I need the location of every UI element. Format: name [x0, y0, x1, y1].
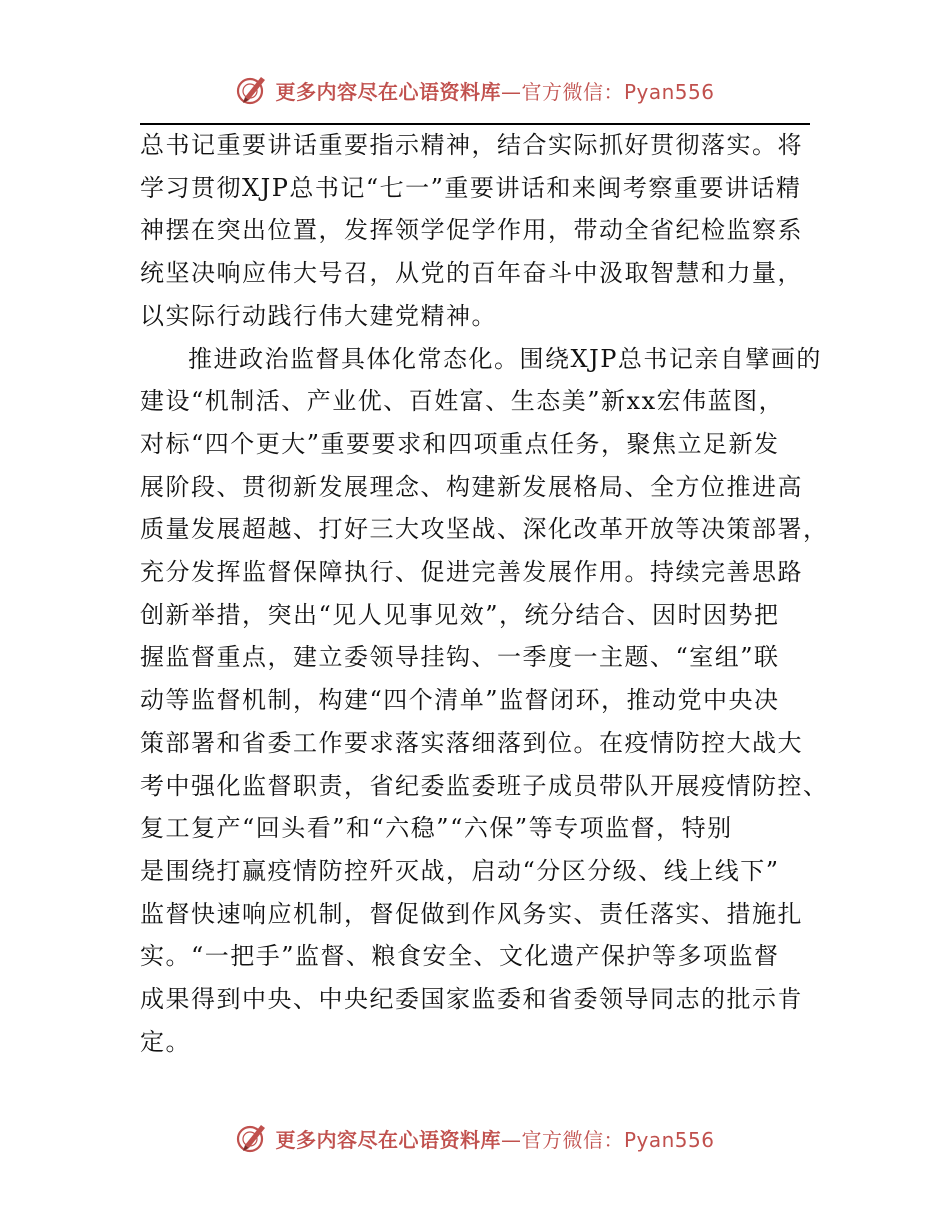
text-line: 握监督重点，建立委领导挂钩、一季度一主题、“室组”联: [140, 643, 780, 672]
text-line: 学习贯彻XJP总书记“七一”重要讲话和来闽考察重要讲话精: [140, 173, 802, 202]
text-line: 复工复产“回头看”和“六稳”“六保”等专项监督，特别: [140, 814, 733, 843]
header-watermark-tail: 官方微信：Pyan556: [521, 79, 715, 104]
text-line: 总书记重要讲话重要指示精神，结合实际抓好贯彻落实。将: [140, 131, 803, 159]
footer-watermark-banner: [0, 1118, 950, 1158]
paragraph-2: [140, 338, 829, 1064]
text-line: 动等监督机制，构建“四个清单”监督闭环，推动党中央决: [140, 686, 780, 715]
footer-watermark-main: 更多内容尽在心语资料库: [275, 1127, 501, 1152]
header-watermark-banner: [0, 70, 950, 110]
header-watermark-main: 更多内容尽在心语资料库: [275, 79, 501, 104]
text-line: 统坚决响应伟大号召，从党的百年奋斗中汲取智慧和力量，: [140, 259, 803, 288]
text-line: 以实际行动践行伟大建党精神。: [140, 301, 497, 330]
header-watermark-text: [275, 76, 714, 105]
text-line: 建设“机制活、产业优、百姓富、生态美”新xx宏伟蓝图，: [140, 387, 785, 416]
pen-circle-logo-icon: [235, 1121, 269, 1155]
header-watermark-dash: —: [500, 79, 522, 104]
text-line: 是围绕打赢疫情防控歼灭战，启动“分区分级、线上线下”: [140, 856, 780, 885]
text-line: 推进政治监督具体化常态化。围绕XJP总书记亲自擘画的: [188, 344, 822, 373]
document-body: [140, 124, 829, 1063]
text-line: 策部署和省委工作要求落实落细落到位。在疫情防控大战大: [140, 728, 803, 757]
text-line: 定。: [140, 1027, 191, 1056]
paragraph-1: [140, 124, 820, 338]
text-line: 成果得到中央、中央纪委国家监委和省委领导同志的批示肯: [140, 985, 803, 1014]
footer-watermark-text: [275, 1124, 714, 1153]
text-line: 监督快速响应机制，督促做到作风务实、责任落实、措施扎: [140, 899, 803, 928]
text-line: 质量发展超越、打好三大攻坚战、深化改革开放等决策部署，: [140, 515, 829, 544]
text-line: 对标“四个更大”重要要求和四项重点任务，聚焦立足新发: [140, 429, 780, 458]
text-line: 展阶段、贯彻新发展理念、构建新发展格局、全方位推进高: [140, 472, 803, 501]
footer-watermark-dash: —: [500, 1127, 522, 1152]
text-line: 充分发挥监督保障执行、促进完善发展作用。持续完善思路: [140, 558, 803, 587]
footer-watermark-tail: 官方微信：Pyan556: [521, 1127, 715, 1152]
text-line: 创新举措，突出“见人见事见效”，统分结合、因时因势把: [140, 600, 780, 629]
text-line: 实。“一把手”监督、粮食安全、文化遗产保护等多项监督: [140, 942, 780, 971]
text-line: 考中强化监督职责，省纪委监委班子成员带队开展疫情防控、: [140, 771, 829, 800]
pen-circle-logo-icon: [235, 73, 269, 107]
text-line: 神摆在突出位置，发挥领学促学作用，带动全省纪检监察系: [140, 216, 803, 245]
